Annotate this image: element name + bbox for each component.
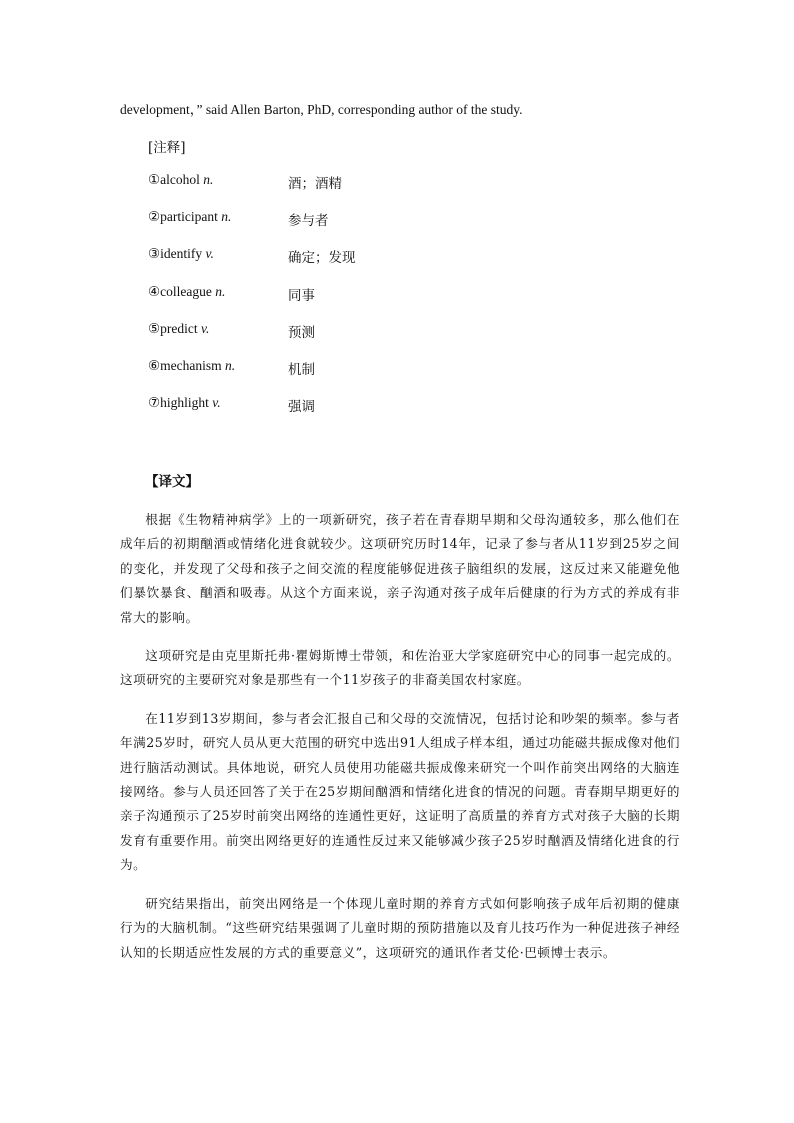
translation-paragraph: 在11岁到13岁期间，参与者会汇报自己和父母的交流情况，包括讨论和吵架的频率。参与者年满25岁时，研究人员从更大范围的研究中选出91人组成子样本组，通过功能磁共振成像对他们进行脑活动测试。具体地说，研究人员使用功能磁共振成像来研究一个叫作前突出网络的大脑连接网络。参与人员还回答了关于在25岁期间酗酒和情绪化进食的情况的问题。青春期早期更好的亲子沟通预示了25岁时前突出网络的连通性更好，这证明了高质量的养育方式对孩子大脑的长期发育有重要作用。前突出网络更好的连通性反过来又能够减少孩子25岁时酗酒及情绪化进食的行为。 <box>120 710 680 873</box>
note-meaning: 确定；发现 <box>288 250 356 267</box>
translation-body <box>120 508 680 979</box>
note-term: ⑦highlight v. <box>148 395 221 411</box>
note-term: ④colleague n. <box>148 283 226 299</box>
note-item <box>148 358 568 395</box>
note-term: ②participant n. <box>148 209 232 225</box>
note-meaning: 同事 <box>288 287 315 304</box>
notes-heading: [注释] <box>148 140 186 156</box>
note-item <box>148 395 568 432</box>
translation-paragraph: 研究结果指出，前突出网络是一个体现儿童时期的养育方式如何影响孩子成年后初期的健康行为的大脑机制。“这些研究结果强调了儿童时期的预防措施以及育儿技巧作为一种促进孩子神经认知的长期适应性发展的方式的重要意义”，这项研究的通讯作者艾伦·巴顿博士表示。 <box>120 895 680 960</box>
notes-list <box>148 172 568 432</box>
note-item <box>148 246 568 283</box>
translation-paragraph: 这项研究是由克里斯托弗·瞿姆斯博士带领，和佐治亚大学家庭研究中心的同事一起完成的。这项研究的主要研究对象是那些有一个11岁孩子的非裔美国农村家庭。 <box>120 648 680 688</box>
translation-paragraph: 根据《生物精神病学》上的一项新研究，孩子若在青春期早期和父母沟通较多，那么他们在成年后的初期酗酒或情绪化进食就较少。这项研究历时14年，记录了参与者从11岁到25岁之间的变化，并发现了父母和孩子之间交流的程度能够促进孩子脑组织的发展，这反过来又能避免他们暴饮暴食、酗酒和吸毒。从这个方面来说，亲子沟通对孩子成年后健康的行为方式的养成有非常大的影响。 <box>120 512 680 625</box>
note-meaning: 酒；酒精 <box>288 176 342 192</box>
translation-heading: 【译文】 <box>145 474 199 490</box>
note-term: ⑥mechanism n. <box>148 357 236 373</box>
note-meaning: 预测 <box>288 324 315 341</box>
note-item <box>148 172 568 209</box>
note-term: ⑤predict v. <box>148 320 210 336</box>
note-item <box>148 284 568 321</box>
note-meaning: 机制 <box>288 361 315 378</box>
note-meaning: 强调 <box>288 399 315 416</box>
note-term: ③identify v. <box>148 246 214 262</box>
note-meaning: 参与者 <box>288 213 329 230</box>
note-term: ①alcohol n. <box>148 172 214 187</box>
note-item <box>148 321 568 358</box>
intro-line: development，” said Allen Barton, PhD, corresponding author of the study. <box>120 102 523 117</box>
note-item <box>148 209 568 246</box>
